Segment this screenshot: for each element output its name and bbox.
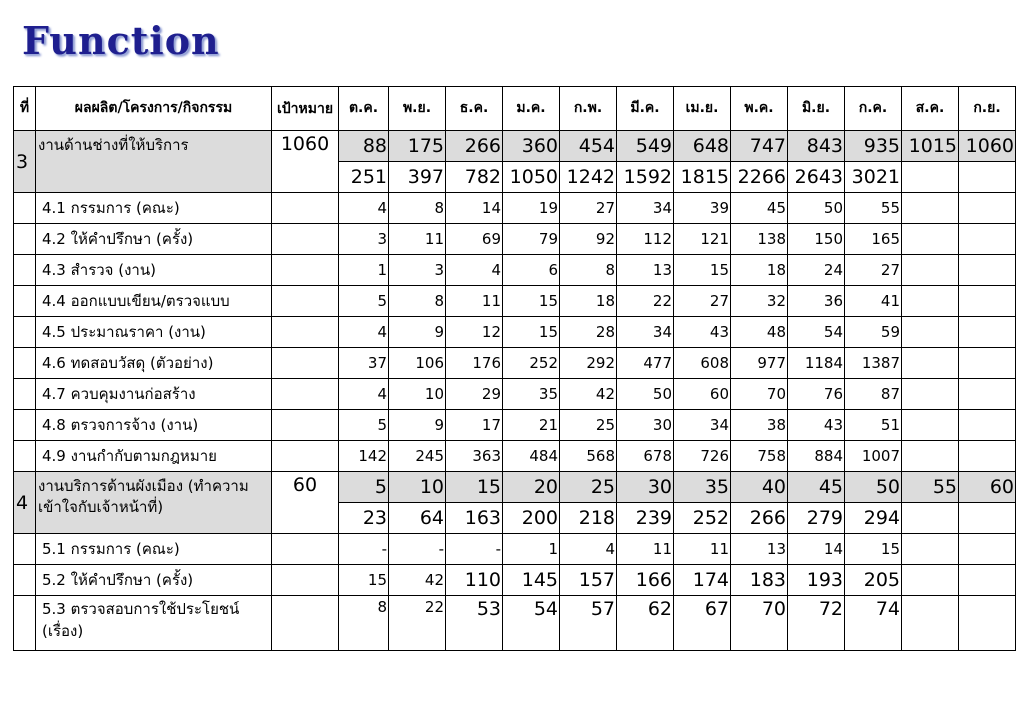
item-value: 8 xyxy=(389,286,446,317)
actual-value: 1815 xyxy=(674,162,731,193)
item-target-cell xyxy=(272,534,339,565)
item-value xyxy=(959,193,1016,224)
plan-value: 50 xyxy=(845,472,902,503)
item-value: 568 xyxy=(560,441,617,472)
item-label: 4.1 กรรมการ (คณะ) xyxy=(36,193,272,224)
item-value: 59 xyxy=(845,317,902,348)
section-number: 3 xyxy=(14,131,36,193)
item-value: 43 xyxy=(788,410,845,441)
item-value xyxy=(902,317,959,348)
item-value: 166 xyxy=(617,565,674,596)
actual-value: 218 xyxy=(560,503,617,534)
item-value: 10 xyxy=(389,379,446,410)
plan-value: 10 xyxy=(389,472,446,503)
item-value: 1387 xyxy=(845,348,902,379)
item-value: 758 xyxy=(731,441,788,472)
section-label: งานบริการด้านผังเมือง (ทำความเข้าใจกับเจ้าหน้าที่) xyxy=(36,472,272,534)
item-number-cell xyxy=(14,441,36,472)
plan-value: 935 xyxy=(845,131,902,162)
item-value: 4 xyxy=(339,379,389,410)
item-value: 157 xyxy=(560,565,617,596)
item-label: 4.2 ให้คำปรึกษา (ครั้ง) xyxy=(36,224,272,255)
actual-value xyxy=(959,503,1016,534)
header-no: ที่ xyxy=(14,87,36,131)
item-target-cell xyxy=(272,410,339,441)
header-item: ผลผลิต/โครงการ/กิจกรรม xyxy=(36,87,272,131)
item-value: 79 xyxy=(503,224,560,255)
item-value: 24 xyxy=(788,255,845,286)
item-number-cell xyxy=(14,224,36,255)
item-row xyxy=(14,441,1016,472)
item-value: 27 xyxy=(674,286,731,317)
item-value: 53 xyxy=(446,596,503,651)
item-value: 608 xyxy=(674,348,731,379)
section-plan-row xyxy=(14,131,1016,162)
item-row xyxy=(14,286,1016,317)
item-value: 174 xyxy=(674,565,731,596)
item-value: 42 xyxy=(389,565,446,596)
item-value: 35 xyxy=(503,379,560,410)
item-value: 11 xyxy=(617,534,674,565)
header-month: มี.ค. xyxy=(617,87,674,131)
plan-value: 360 xyxy=(503,131,560,162)
item-value: 3 xyxy=(389,255,446,286)
item-value: 245 xyxy=(389,441,446,472)
item-row xyxy=(14,596,1016,651)
section-plan-row xyxy=(14,472,1016,503)
actual-value xyxy=(902,162,959,193)
item-value: 37 xyxy=(339,348,389,379)
item-value: 1 xyxy=(339,255,389,286)
item-value: 67 xyxy=(674,596,731,651)
section-target: 1060 xyxy=(272,131,339,193)
item-value: 50 xyxy=(617,379,674,410)
item-number-cell xyxy=(14,255,36,286)
item-value xyxy=(959,348,1016,379)
item-value xyxy=(959,286,1016,317)
item-row xyxy=(14,565,1016,596)
item-target-cell xyxy=(272,286,339,317)
item-value xyxy=(959,565,1016,596)
item-value xyxy=(902,224,959,255)
plan-value: 30 xyxy=(617,472,674,503)
item-value: 121 xyxy=(674,224,731,255)
item-label: 4.7 ควบคุมงานก่อสร้าง xyxy=(36,379,272,410)
header-month: ก.พ. xyxy=(560,87,617,131)
actual-value: 23 xyxy=(339,503,389,534)
item-number-cell xyxy=(14,193,36,224)
actual-value: 252 xyxy=(674,503,731,534)
item-value: 4 xyxy=(560,534,617,565)
plan-value: 747 xyxy=(731,131,788,162)
item-value: 6 xyxy=(503,255,560,286)
item-target-cell xyxy=(272,379,339,410)
item-value: 3 xyxy=(339,224,389,255)
item-value xyxy=(902,193,959,224)
function-table xyxy=(13,86,1016,651)
item-target-cell xyxy=(272,255,339,286)
actual-value: 1050 xyxy=(503,162,560,193)
item-label: 4.5 ประมาณราคา (งาน) xyxy=(36,317,272,348)
item-value: 176 xyxy=(446,348,503,379)
item-number-cell xyxy=(14,565,36,596)
plan-value: 60 xyxy=(959,472,1016,503)
item-label: 4.3 สำรวจ (งาน) xyxy=(36,255,272,286)
item-value: 110 xyxy=(446,565,503,596)
header-target: เป้าหมาย xyxy=(272,87,339,131)
item-target-cell xyxy=(272,193,339,224)
item-row xyxy=(14,317,1016,348)
item-value: 9 xyxy=(389,410,446,441)
item-value: 9 xyxy=(389,317,446,348)
item-row xyxy=(14,348,1016,379)
item-target-cell xyxy=(272,596,339,651)
item-row xyxy=(14,224,1016,255)
item-value xyxy=(902,255,959,286)
item-value: 21 xyxy=(503,410,560,441)
item-value: 45 xyxy=(731,193,788,224)
item-value xyxy=(959,534,1016,565)
item-value: 48 xyxy=(731,317,788,348)
item-value xyxy=(902,441,959,472)
item-value: 15 xyxy=(845,534,902,565)
item-value: 28 xyxy=(560,317,617,348)
item-value: 42 xyxy=(560,379,617,410)
item-value: 76 xyxy=(788,379,845,410)
item-value xyxy=(902,379,959,410)
item-value: 70 xyxy=(731,379,788,410)
item-value: 726 xyxy=(674,441,731,472)
plan-value: 648 xyxy=(674,131,731,162)
item-value: 18 xyxy=(560,286,617,317)
item-value: 38 xyxy=(731,410,788,441)
item-label: 4.9 งานกำกับตามกฎหมาย xyxy=(36,441,272,472)
item-value xyxy=(959,224,1016,255)
item-value: 51 xyxy=(845,410,902,441)
item-value: 4 xyxy=(339,193,389,224)
item-label: 4.8 ตรวจการจ้าง (งาน) xyxy=(36,410,272,441)
item-target-cell xyxy=(272,565,339,596)
item-value: - xyxy=(339,534,389,565)
item-value: 27 xyxy=(560,193,617,224)
item-value: 11 xyxy=(674,534,731,565)
item-value: 27 xyxy=(845,255,902,286)
item-value: 165 xyxy=(845,224,902,255)
item-value: 193 xyxy=(788,565,845,596)
item-value: 138 xyxy=(731,224,788,255)
item-value: 14 xyxy=(788,534,845,565)
plan-value: 454 xyxy=(560,131,617,162)
actual-value: 1242 xyxy=(560,162,617,193)
actual-value: 251 xyxy=(339,162,389,193)
section-number: 4 xyxy=(14,472,36,534)
item-value: 39 xyxy=(674,193,731,224)
page-title: Function xyxy=(22,18,220,63)
item-value: 54 xyxy=(503,596,560,651)
header-month: ต.ค. xyxy=(339,87,389,131)
item-value xyxy=(959,441,1016,472)
item-label: 4.4 ออกแบบเขียน/ตรวจแบบ xyxy=(36,286,272,317)
item-value: 15 xyxy=(503,286,560,317)
item-value: 4 xyxy=(446,255,503,286)
item-value: 34 xyxy=(617,317,674,348)
item-value: 22 xyxy=(389,596,446,651)
item-value: 25 xyxy=(560,410,617,441)
item-target-cell xyxy=(272,317,339,348)
item-value: 977 xyxy=(731,348,788,379)
item-label: 5.3 ตรวจสอบการใช้ประโยชน์ (เรื่อง) xyxy=(36,596,272,651)
actual-value: 3021 xyxy=(845,162,902,193)
item-value: 15 xyxy=(503,317,560,348)
item-value: 36 xyxy=(788,286,845,317)
item-value: 54 xyxy=(788,317,845,348)
item-value: 8 xyxy=(389,193,446,224)
actual-value: 163 xyxy=(446,503,503,534)
plan-value: 5 xyxy=(339,472,389,503)
actual-value: 2266 xyxy=(731,162,788,193)
header-month: ธ.ค. xyxy=(446,87,503,131)
item-number-cell xyxy=(14,348,36,379)
item-value: 32 xyxy=(731,286,788,317)
item-number-cell xyxy=(14,534,36,565)
actual-value: 64 xyxy=(389,503,446,534)
item-value: 142 xyxy=(339,441,389,472)
item-value: 8 xyxy=(560,255,617,286)
plan-value: 45 xyxy=(788,472,845,503)
item-value: 292 xyxy=(560,348,617,379)
plan-value: 35 xyxy=(674,472,731,503)
header-month: ส.ค. xyxy=(902,87,959,131)
plan-value: 175 xyxy=(389,131,446,162)
plan-value: 88 xyxy=(339,131,389,162)
header-month: พ.ค. xyxy=(731,87,788,131)
item-value xyxy=(902,596,959,651)
item-value xyxy=(959,410,1016,441)
item-value: 884 xyxy=(788,441,845,472)
plan-value: 25 xyxy=(560,472,617,503)
header-month: เม.ย. xyxy=(674,87,731,131)
plan-value: 549 xyxy=(617,131,674,162)
item-value: 62 xyxy=(617,596,674,651)
item-target-cell xyxy=(272,224,339,255)
item-value: - xyxy=(389,534,446,565)
item-value: 5 xyxy=(339,286,389,317)
item-value: 13 xyxy=(617,255,674,286)
item-value xyxy=(959,317,1016,348)
item-value xyxy=(959,596,1016,651)
item-value: 363 xyxy=(446,441,503,472)
actual-value: 2643 xyxy=(788,162,845,193)
item-value: 12 xyxy=(446,317,503,348)
item-value xyxy=(902,348,959,379)
actual-value: 266 xyxy=(731,503,788,534)
plan-value: 15 xyxy=(446,472,503,503)
actual-value xyxy=(959,162,1016,193)
actual-value: 782 xyxy=(446,162,503,193)
plan-value: 843 xyxy=(788,131,845,162)
item-value: 17 xyxy=(446,410,503,441)
item-value: 252 xyxy=(503,348,560,379)
header-month: ม.ค. xyxy=(503,87,560,131)
item-target-cell xyxy=(272,441,339,472)
item-value: 1184 xyxy=(788,348,845,379)
plan-value: 55 xyxy=(902,472,959,503)
item-value: 205 xyxy=(845,565,902,596)
actual-value: 200 xyxy=(503,503,560,534)
actual-value xyxy=(902,503,959,534)
section-target: 60 xyxy=(272,472,339,534)
actual-value: 294 xyxy=(845,503,902,534)
plan-value: 20 xyxy=(503,472,560,503)
item-value: 112 xyxy=(617,224,674,255)
item-number-cell xyxy=(14,379,36,410)
item-value: 69 xyxy=(446,224,503,255)
item-value: 87 xyxy=(845,379,902,410)
item-value: 19 xyxy=(503,193,560,224)
item-value: 34 xyxy=(674,410,731,441)
item-value: 34 xyxy=(617,193,674,224)
item-value: 15 xyxy=(339,565,389,596)
item-value: 60 xyxy=(674,379,731,410)
item-value: 22 xyxy=(617,286,674,317)
item-value: 11 xyxy=(446,286,503,317)
item-number-cell xyxy=(14,317,36,348)
item-row xyxy=(14,379,1016,410)
item-value xyxy=(959,379,1016,410)
item-label: 4.6 ทดสอบวัสดุ (ตัวอย่าง) xyxy=(36,348,272,379)
item-value: - xyxy=(446,534,503,565)
item-label: 5.1 กรรมการ (คณะ) xyxy=(36,534,272,565)
item-value: 55 xyxy=(845,193,902,224)
item-value xyxy=(902,410,959,441)
item-value: 57 xyxy=(560,596,617,651)
item-value: 8 xyxy=(339,596,389,651)
item-value xyxy=(959,255,1016,286)
item-value xyxy=(902,565,959,596)
actual-value: 1592 xyxy=(617,162,674,193)
item-value: 484 xyxy=(503,441,560,472)
actual-value: 239 xyxy=(617,503,674,534)
item-value: 477 xyxy=(617,348,674,379)
item-value: 92 xyxy=(560,224,617,255)
plan-value: 40 xyxy=(731,472,788,503)
plan-value: 1060 xyxy=(959,131,1016,162)
item-row xyxy=(14,193,1016,224)
item-value: 13 xyxy=(731,534,788,565)
plan-value: 1015 xyxy=(902,131,959,162)
header-month: ก.ย. xyxy=(959,87,1016,131)
item-value: 145 xyxy=(503,565,560,596)
item-value: 41 xyxy=(845,286,902,317)
item-value xyxy=(902,286,959,317)
item-value: 1 xyxy=(503,534,560,565)
header-month: ก.ค. xyxy=(845,87,902,131)
item-value: 18 xyxy=(731,255,788,286)
item-number-cell xyxy=(14,410,36,441)
item-value: 106 xyxy=(389,348,446,379)
item-target-cell xyxy=(272,348,339,379)
item-value xyxy=(902,534,959,565)
item-value: 183 xyxy=(731,565,788,596)
header-month: พ.ย. xyxy=(389,87,446,131)
section-label: งานด้านช่างที่ให้บริการ xyxy=(36,131,272,193)
item-value: 29 xyxy=(446,379,503,410)
plan-value: 266 xyxy=(446,131,503,162)
item-value: 14 xyxy=(446,193,503,224)
item-value: 5 xyxy=(339,410,389,441)
header-month: มิ.ย. xyxy=(788,87,845,131)
item-row xyxy=(14,534,1016,565)
item-number-cell xyxy=(14,286,36,317)
item-value: 30 xyxy=(617,410,674,441)
item-label: 5.2 ให้คำปรึกษา (ครั้ง) xyxy=(36,565,272,596)
item-value: 1007 xyxy=(845,441,902,472)
item-value: 4 xyxy=(339,317,389,348)
item-value: 50 xyxy=(788,193,845,224)
actual-value: 279 xyxy=(788,503,845,534)
item-value: 74 xyxy=(845,596,902,651)
item-value: 11 xyxy=(389,224,446,255)
item-value: 72 xyxy=(788,596,845,651)
item-value: 43 xyxy=(674,317,731,348)
header-row xyxy=(14,87,1016,131)
item-value: 678 xyxy=(617,441,674,472)
actual-value: 397 xyxy=(389,162,446,193)
item-value: 15 xyxy=(674,255,731,286)
item-number-cell xyxy=(14,596,36,651)
item-row xyxy=(14,410,1016,441)
item-value: 150 xyxy=(788,224,845,255)
item-value: 70 xyxy=(731,596,788,651)
item-row xyxy=(14,255,1016,286)
